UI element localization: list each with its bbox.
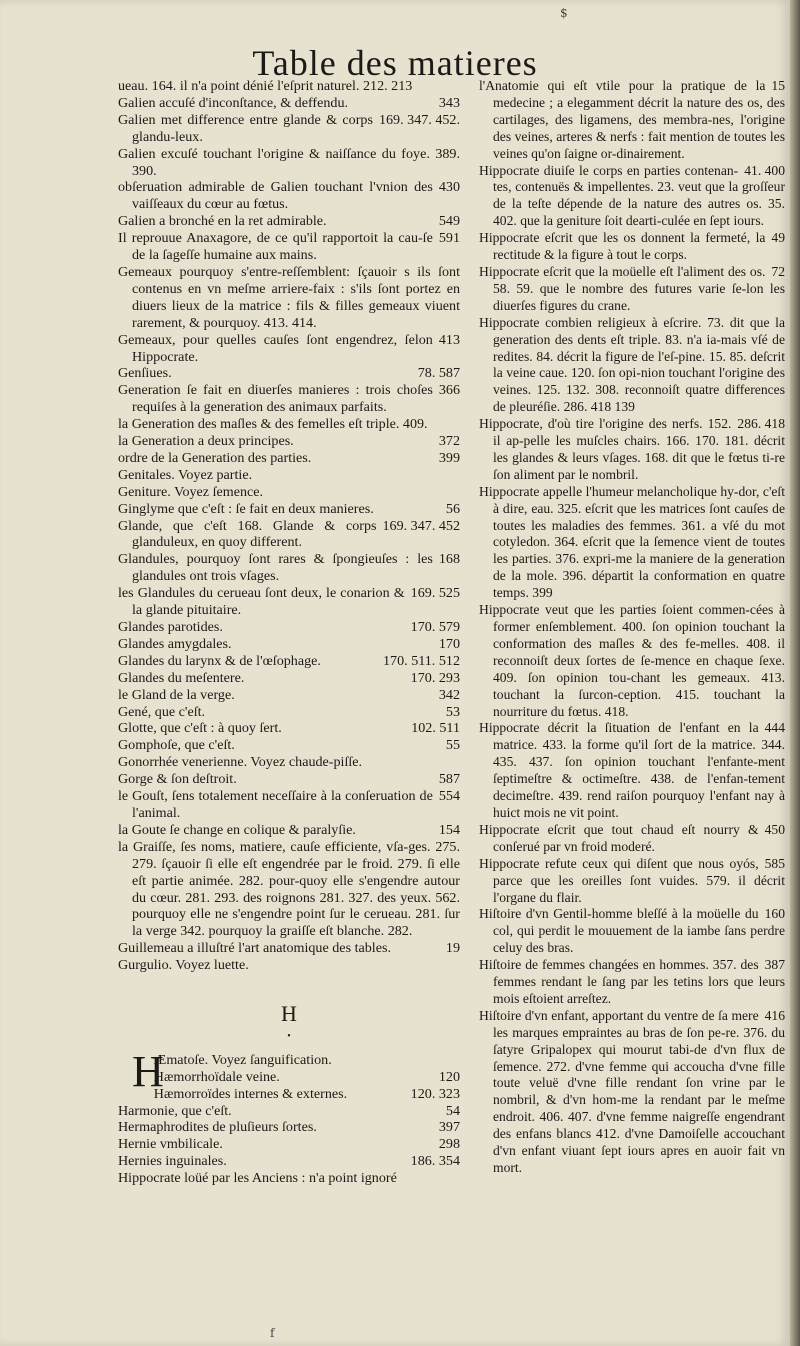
entry-text: Glandes du meſentere. <box>118 669 245 686</box>
entry-text: Hippocrate eſcrit que les os donnent la fermeté, la rectitude & la figure à tout le corps. <box>479 230 766 263</box>
index-entry <box>479 315 785 416</box>
index-entry <box>118 839 460 940</box>
entry-text: Hiſtoire d'vn enfant, apportant du ventre de ſa mere les marques empraintes au bras de ſon pe-re. 376. du ſatyre Gripalopex qui mourut tabi-de d'vn flux de ſemence. 272. d'vne femme qui accoucha d'vne fille toute veluë d'vne fille rendant ſon vrine par le nombril, & d'vn hom-me la rendant par le meſme endroit. 406. 407. d'vne femme naigreſſe engendrant des enfans blancs 412. d'vne Damoiſelle accouchant d'vn enfant viuant ſept iours apres en auoir fait vn mort. <box>479 1007 785 1175</box>
entry-text: la Generation a deux principes. <box>118 433 294 450</box>
entry-text: la Graiſſe, ſes noms, matiere, cauſe efficiente, vſa-ges. 275. 279. ſçauoir ſi elle eſt engendrée par le froid. 279. ſi elle eſt partie animée. 282. pour-quoy elle s'engendre autour du cœur. 281. 293. des roignons 281. 327. des yeux. 562. pourquoy elle ne s'engendre point ſur le cerueau. 281. ſur la verge 342. pourquoy la graiſſe eſt blanche. 282. <box>118 838 460 940</box>
entry-text: Hæmorroïdes internes & externes. <box>153 1085 348 1102</box>
entry-text: Galien a bronché en la ret admirable. <box>118 213 327 230</box>
entry-text: ueau. 164. il n'a point dénié l'eſprit naturel. 212. 213 <box>118 78 413 94</box>
entry-text: Gemeaux pourquoy s'entre-reſſemblent: ſçauoir s ils ſont contenus en vn meſme arriere-faix : s'ils ſont portez en diuers lieux de la matrice : fils & filles gemeaux viuent rarement, & pourquoy. 413. 414. <box>118 263 460 331</box>
entry-text: Glandules, pourquoy ſont rares & ſpongieuſes : les glandules ont trois vſages. <box>118 551 433 585</box>
drop-cap: H <box>132 1046 164 1096</box>
entry-text: Gemeaux, pour quelles cauſes ſont engendrez, ſelon Hippocrate. <box>118 331 433 365</box>
index-entry <box>118 653 460 670</box>
page-reference: 413 <box>438 331 460 348</box>
index-entry <box>118 332 460 366</box>
section-letter: H <box>281 1001 297 1027</box>
page-reference: 170 <box>438 635 460 652</box>
entry-text: Hermaphrodites de pluſieurs ſortes. <box>118 1119 317 1136</box>
index-entry <box>118 822 460 839</box>
entry-text: Hippocrate veut que les parties ſoient commen-cées à former enſemblement. 400. ſon opinion touchant la conformation des maſles & des fe-melles. 408. il reconnoiſt deux ſortes de ſe-mence en chaque ſexe. 409. ſon opinion tou-chant les gemeaux. 413. touchant la ſurcon-ception. 415. touchant la nourriture du fœtus. 418. <box>479 602 785 719</box>
entry-text: Hiſtoire d'vn Gentil-homme bleſſé à la moüelle du col, qui perdit le mouuement de la iambe ſans perdre celuy des bras. <box>479 906 785 956</box>
entry-text: le Gouſt, ſens totalement neceſſaire à la conſeruation de l'animal. <box>118 788 433 821</box>
index-entry <box>479 163 785 231</box>
index-entry <box>118 636 460 653</box>
entry-text: Hippocrate appelle l'humeur melancholique hy-dor, c'eſt à dire, eau. 325. eſcrit que les matrices ſont cauſes de toutes les maladies des femmes. 361. a vſé du mot cotyledon. 364. eſcrit que la ſemence vient de toutes les parties. 376. expri-me la maniere de la generation de la mole. 396. départit la conformation en quatre temps. 399 <box>479 483 785 601</box>
page-gutter <box>790 0 800 1346</box>
index-entry <box>118 146 460 180</box>
page-reference: 72 <box>771 263 785 279</box>
index-entry <box>479 957 785 1008</box>
page-reference: 587 <box>438 771 460 788</box>
entry-text: Galien met difference entre glande & corps glandu-leux. <box>118 111 373 145</box>
page-reference: 54 <box>445 1102 460 1119</box>
index-entry <box>479 856 785 907</box>
index-entry <box>118 670 460 687</box>
page-title: Table des matieres <box>252 43 538 83</box>
index-entry <box>118 737 460 754</box>
page-reference: 160 <box>764 906 785 922</box>
entry-text: la Goute ſe change en colique & paralyſie. <box>118 821 356 838</box>
entry-text: Hæmorrhoïdale veine. <box>153 1068 280 1085</box>
entry-text: Harmonie, que c'eſt. <box>118 1102 232 1119</box>
index-entry <box>118 687 460 704</box>
entry-text: Hippocrate décrit la ſituation de l'enfant en la matrice. 433. la forme qu'il ſort de la matrice. 344. 435. 437. ſon opinion touchant l'enfante-ment ſeptimeſtre & octimeſtre. 438. de l'enfan-tement decimeſtre. 439. rend raiſon pourquoy l'enfant nay à huict mois ne vit point. <box>479 720 785 820</box>
index-entry <box>479 230 785 264</box>
index-entry <box>118 112 460 146</box>
entry-text: Æmatoſe. Voyez ſanguification. <box>153 1051 332 1068</box>
entry-text: Glandes amygdales. <box>118 635 232 652</box>
page-reference: 41. 400 <box>744 162 785 178</box>
entry-text: Hiſtoire de femmes changées en hommes. 357. des femmes rendant le ſang par les tetins lors que leurs mois eſtoient arreſtez. <box>479 957 785 1006</box>
page-reference: 15 <box>771 78 785 93</box>
page-reference: 56 <box>445 500 460 517</box>
page-reference: 102. 511 <box>411 720 460 737</box>
index-entry <box>118 1103 460 1120</box>
index-entry <box>118 1170 460 1187</box>
page-reference: 387 <box>764 957 785 973</box>
index-entry <box>479 264 785 315</box>
entry-text: Il reprouue Anaxagore, de ce qu'il rapportoit la cau-ſe de la ſageſſe humaine aux mains. <box>118 230 433 264</box>
index-entry <box>118 467 460 484</box>
page-reference: 342 <box>438 686 460 703</box>
page-reference: 55 <box>445 737 460 754</box>
entry-text: l'Anatomie qui eſt vtile pour la pratique de la medecine ; a elegamment décrit la nature des os, des cartilages, des ligamens, des membra-nes, l'origine des veines, arteres & nerfs : fait mention de toutes les veines qu'on ſaigne or-dinairement. <box>479 78 785 161</box>
page-reference: 49 <box>771 230 785 246</box>
index-entry <box>479 78 785 163</box>
page-reference: 450 <box>764 821 785 837</box>
page-reference: 549 <box>438 213 460 230</box>
entry-text: Gurgulio. Voyez luette. <box>118 957 249 974</box>
entry-text: Gomphoſe, que c'eſt. <box>118 737 235 754</box>
entry-text: Galien accuſé d'inconſtance, & deffendu. <box>118 94 349 111</box>
page-reference: 397 <box>438 1119 460 1136</box>
left-entries <box>118 78 460 974</box>
index-entry <box>118 1086 460 1103</box>
entry-text: Gonorrhée venerienne. Voyez chaude-piſſe. <box>118 754 363 771</box>
page-reference: 169. 347. 452. <box>378 111 460 128</box>
entry-text: ordre de la Generation des parties. <box>118 449 312 466</box>
entry-text: Galien excuſé touchant l'origine & naiſſance du foye. 389. 390. <box>118 145 460 179</box>
index-entry <box>118 78 460 95</box>
page-reference: 53 <box>445 703 460 720</box>
page-reference: 169. 347. 452 <box>382 517 460 534</box>
entry-text: Hippocrate refute ceux qui diſent que nous oyós, parce que les oreilles ſont vuides. 579. il décrit l'organe du flair. <box>479 855 785 905</box>
index-entry <box>479 822 785 856</box>
index-entry <box>118 1069 460 1086</box>
index-entry <box>479 720 785 821</box>
page-reference: 399 <box>438 449 460 466</box>
index-entry <box>118 1119 460 1136</box>
section-bullet: • <box>287 1030 291 1042</box>
entry-text: Ginglyme que c'eſt : ſe fait en deux manieres. <box>118 500 374 517</box>
index-entry <box>118 551 460 585</box>
index-entry <box>118 720 460 737</box>
entry-text: le Gland de la verge. <box>118 686 235 703</box>
page-reference: 170. 293 <box>410 669 460 686</box>
entry-text: Guillemeau a illuſtré l'art anatomique des tables. <box>118 940 391 957</box>
page-reference: 416 <box>764 1007 785 1023</box>
entry-text: Hippocrate combien religieux à eſcrire. 73. dit que la generation des dents eſt triple. 83. n'a ia-mais vſé de redites. 84. décrit la figure de l'eſ-pine. 15. 85. deſcrit la veine caue. 120. ſon opi-nion touchant l'origine des veines. 125. 132. 308. reconnoiſt quatre differences de pleuréſie. 286. 418 139 <box>479 314 785 415</box>
index-entry <box>118 957 460 974</box>
entry-text: Glande, que c'eſt 168. Glande & corps glanduleux, en quoy different. <box>118 517 377 551</box>
index-entry <box>118 704 460 721</box>
page-reference: 19 <box>445 940 460 957</box>
index-entry <box>118 95 460 112</box>
page-reference: 286. 418 <box>737 416 785 432</box>
left-column <box>118 78 460 1187</box>
entry-text: Generation ſe fait en diuerſes manieres : trois choſes requiſes à la generation des animaux parfaits. <box>118 382 433 416</box>
entry-text: Gorge & ſon deſtroit. <box>118 771 237 788</box>
index-entry <box>118 416 460 433</box>
entry-text: Genſiues. <box>118 365 172 382</box>
page-reference: 154 <box>438 821 460 838</box>
index-entry <box>118 754 460 771</box>
page-reference: 585 <box>764 855 785 871</box>
index-entry <box>479 602 785 720</box>
index-entry <box>118 1136 460 1153</box>
page-reference: 343 <box>438 94 460 111</box>
page-reference: 366 <box>438 382 460 399</box>
entry-text: Hippocrate eſcrit que la moüelle eſt l'aliment des os. 58. 59. que le nombre des futures varie ſe-lon les diuerſes figures du crane. <box>479 263 785 313</box>
entry-text: Hernies inguinales. <box>118 1153 227 1170</box>
entry-text: Glandes parotides. <box>118 619 223 635</box>
page-reference: 444 <box>764 720 785 736</box>
index-entry <box>118 213 460 230</box>
index-entry <box>118 433 460 450</box>
page-reference: 120. 323 <box>410 1085 460 1102</box>
entry-text: la Generation des maſles & des femelles eſt triple. 409. <box>118 416 428 433</box>
top-mark: $ <box>560 6 568 20</box>
entry-text: Glotte, que c'eſt : à quoy ſert. <box>118 720 282 737</box>
left-h-entries <box>118 1046 460 1187</box>
index-entry <box>118 619 460 636</box>
right-entries <box>479 78 785 1177</box>
page-reference: 170. 511. 512 <box>383 652 460 669</box>
entry-text: Hernie vmbilicale. <box>118 1136 223 1153</box>
index-entry <box>118 771 460 788</box>
index-entry <box>118 382 460 416</box>
page-reference: 430 <box>438 179 460 196</box>
index-entry <box>479 906 785 957</box>
page-reference: 372 <box>438 433 460 450</box>
page-reference: 186. 354 <box>410 1153 460 1170</box>
index-entry <box>479 484 785 602</box>
index-entry <box>118 518 460 552</box>
bottom-mark: f <box>270 1326 275 1340</box>
entry-text: Hippocrate eſcrit que tout chaud eſt nourry & conſerué par vn froid moderé. <box>479 821 759 854</box>
entry-text: Genitales. Voyez partie. <box>118 466 253 483</box>
page-reference: 298 <box>438 1136 460 1153</box>
page-reference: 591 <box>438 230 460 247</box>
index-entry <box>118 484 460 501</box>
entry-text: Hippocrate diuiſe le corps en parties contenan-tes, contenuës & impellentes. 23. veut que la groſſeur de la teſte dépende de la nature des autres os. 35. 402. que la geniture ſoit dearti-culée en ſept iours. <box>479 162 785 229</box>
index-entry <box>118 501 460 518</box>
index-entry <box>118 230 460 264</box>
entry-text: Hippocrate, d'où tire l'origine des nerfs. 152. il ap-pelle les muſcles chairs. 166. 170. 181. décrit les glandes & leurs vſages. 168. dit que le fœtus ti-re ſon aliment par le nombril. <box>479 416 785 482</box>
page-reference: 169. 525 <box>410 585 460 602</box>
entry-text: les Glandules du cerueau ſont deux, le conarion & la glande pituitaire. <box>118 585 405 619</box>
page-reference: 120 <box>438 1068 460 1085</box>
page-reference: 554 <box>438 788 460 805</box>
index-entry <box>118 940 460 957</box>
index-entry <box>479 1008 785 1177</box>
entry-text: Gené, que c'eſt. <box>118 703 206 720</box>
entry-text: Geniture. Voyez ſemence. <box>118 483 264 500</box>
page-reference: 170. 579 <box>410 619 460 635</box>
page-reference: 78. 587 <box>417 365 460 382</box>
index-entry <box>118 264 460 332</box>
page-reference: 168 <box>438 551 460 568</box>
index-entry <box>118 365 460 382</box>
index-entry <box>118 585 460 619</box>
entry-text: Hippocrate loüé par les Anciens : n'a point ignoré <box>118 1170 397 1187</box>
entry-text: obſeruation admirable de Galien touchant l'vnion des vaiſſeaux du cœur au fœtus. <box>118 179 433 213</box>
index-entry <box>479 416 785 484</box>
index-entry <box>118 179 460 213</box>
right-column <box>479 78 785 1177</box>
entry-text: Glandes du larynx & de l'œſophage. <box>118 652 321 669</box>
index-entry <box>118 1153 460 1170</box>
index-entry <box>118 450 460 467</box>
index-entry <box>118 788 460 822</box>
